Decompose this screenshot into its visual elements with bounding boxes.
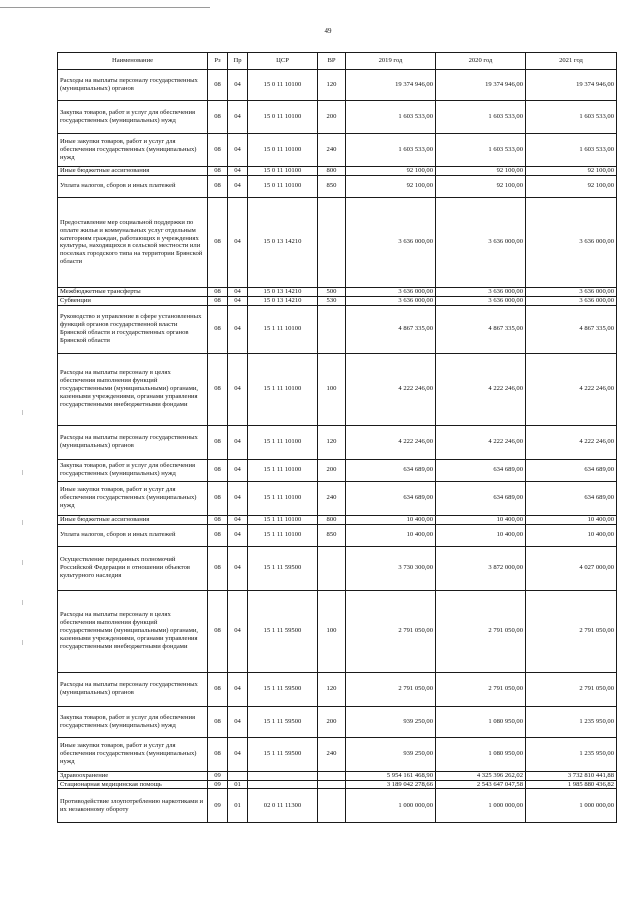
row-name-cell: Иные закупки товаров, работ и услуг для обеспечения государственных (муниципальных) нужд	[58, 134, 208, 167]
row-rz-cell: 08	[208, 197, 228, 287]
table-row	[58, 296, 617, 305]
row-vr-cell: 120	[318, 425, 346, 459]
header-rz: Рз	[208, 53, 228, 70]
budget-table	[57, 52, 617, 823]
table-row	[58, 706, 617, 737]
row-2021-cell: 1 603 533,00	[526, 134, 617, 167]
row-2021-cell: 1 603 533,00	[526, 101, 617, 134]
row-name-cell: Межбюджетные трансферты	[58, 287, 208, 296]
row-csr-cell: 15 1 11 10100	[248, 305, 318, 353]
row-2021-cell: 4 222 246,00	[526, 425, 617, 459]
scan-mark	[22, 600, 23, 605]
row-pr-cell: 04	[228, 167, 248, 176]
row-2020-cell: 1 603 533,00	[436, 101, 526, 134]
row-csr-cell: 15 1 11 10100	[248, 515, 318, 524]
row-vr-cell: 100	[318, 353, 346, 425]
row-csr-cell: 15 0 11 10100	[248, 134, 318, 167]
row-name-cell: Расходы на выплаты персоналу государственных (муниципальных) органов	[58, 425, 208, 459]
row-2021-cell: 634 689,00	[526, 459, 617, 481]
row-2020-cell: 3 872 000,00	[436, 546, 526, 590]
row-2020-cell: 10 400,00	[436, 515, 526, 524]
scan-mark	[22, 410, 23, 415]
row-2019-cell: 939 250,00	[346, 737, 436, 771]
row-2021-cell: 1 985 880 436,82	[526, 780, 617, 789]
row-vr-cell	[318, 780, 346, 789]
row-rz-cell: 08	[208, 706, 228, 737]
row-vr-cell: 120	[318, 70, 346, 101]
table-row	[58, 789, 617, 823]
row-2019-cell: 2 791 050,00	[346, 672, 436, 706]
row-name-cell: Уплата налогов, сборов и иных платежей	[58, 175, 208, 197]
row-pr-cell: 04	[228, 546, 248, 590]
row-2020-cell: 1 080 950,00	[436, 706, 526, 737]
row-2021-cell: 10 400,00	[526, 515, 617, 524]
row-rz-cell: 08	[208, 737, 228, 771]
row-csr-cell: 15 1 11 59500	[248, 590, 318, 672]
row-vr-cell: 530	[318, 296, 346, 305]
row-rz-cell: 08	[208, 481, 228, 515]
row-name-cell: Расходы на выплаты персоналу государственных (муниципальных) органов	[58, 70, 208, 101]
row-rz-cell: 08	[208, 175, 228, 197]
row-vr-cell: 200	[318, 459, 346, 481]
row-csr-cell: 15 1 11 59500	[248, 706, 318, 737]
row-2020-cell: 92 100,00	[436, 175, 526, 197]
row-name-cell: Закупка товаров, работ и услуг для обеспечения государственных (муниципальных) нужд	[58, 101, 208, 134]
row-name-cell: Стационарная медицинская помощь	[58, 780, 208, 789]
row-2019-cell: 1 603 533,00	[346, 134, 436, 167]
row-name-cell: Предоставление мер социальной поддержки по оплате жилья и коммунальных услуг отдельным категориям граждан, работающих в учреждениях культуры, находящихся в сельской местности или поселках городского типа на территории Брянской области	[58, 197, 208, 287]
row-name-cell: Здравоохранение	[58, 771, 208, 780]
row-pr-cell: 04	[228, 481, 248, 515]
row-2019-cell: 634 689,00	[346, 459, 436, 481]
row-name-cell: Руководство и управление в сфере установленных функций органов государственной власти Брянской области и государственных органов Брянской области	[58, 305, 208, 353]
row-rz-cell: 09	[208, 771, 228, 780]
row-pr-cell: 04	[228, 737, 248, 771]
row-rz-cell: 09	[208, 789, 228, 823]
row-2020-cell: 1 080 950,00	[436, 737, 526, 771]
row-rz-cell: 08	[208, 287, 228, 296]
row-csr-cell: 15 0 13 14210	[248, 296, 318, 305]
row-vr-cell: 200	[318, 706, 346, 737]
row-name-cell: Противодействие злоупотреблению наркотиками и их незаконному обороту	[58, 789, 208, 823]
row-pr-cell: 04	[228, 70, 248, 101]
table-row	[58, 481, 617, 515]
row-csr-cell: 15 1 11 59500	[248, 672, 318, 706]
row-vr-cell: 800	[318, 167, 346, 176]
row-rz-cell: 09	[208, 780, 228, 789]
table-row	[58, 101, 617, 134]
row-2019-cell: 92 100,00	[346, 167, 436, 176]
row-2020-cell: 2 791 050,00	[436, 590, 526, 672]
table-row	[58, 546, 617, 590]
row-name-cell: Осуществление переданных полномочий Российской Федерации в отношении объектов культурного наследия	[58, 546, 208, 590]
row-pr-cell: 01	[228, 780, 248, 789]
row-vr-cell: 240	[318, 737, 346, 771]
row-csr-cell: 15 1 11 10100	[248, 459, 318, 481]
row-2021-cell: 1 235 950,00	[526, 706, 617, 737]
row-2019-cell: 19 374 946,00	[346, 70, 436, 101]
table-row	[58, 167, 617, 176]
row-2019-cell: 10 400,00	[346, 524, 436, 546]
row-csr-cell: 15 0 11 10100	[248, 175, 318, 197]
row-2019-cell: 939 250,00	[346, 706, 436, 737]
row-2019-cell: 4 867 335,00	[346, 305, 436, 353]
row-pr-cell: 01	[228, 789, 248, 823]
row-2021-cell: 1 000 000,00	[526, 789, 617, 823]
row-rz-cell: 08	[208, 459, 228, 481]
row-rz-cell: 08	[208, 101, 228, 134]
row-csr-cell: 15 1 11 59500	[248, 546, 318, 590]
row-2020-cell: 4 867 335,00	[436, 305, 526, 353]
row-vr-cell: 850	[318, 524, 346, 546]
row-2020-cell: 4 222 246,00	[436, 353, 526, 425]
row-name-cell: Расходы на выплаты персоналу в целях обеспечения выполнения функций государственными (муниципальными) органами, казенными учреждениями, органами управления государственными внебюджетными фондами	[58, 353, 208, 425]
row-2020-cell: 1 603 533,00	[436, 134, 526, 167]
row-csr-cell: 15 1 11 10100	[248, 353, 318, 425]
row-name-cell: Иные бюджетные ассигнования	[58, 167, 208, 176]
row-2020-cell: 3 636 000,00	[436, 197, 526, 287]
table-body	[58, 70, 617, 823]
row-2020-cell: 2 543 647 047,58	[436, 780, 526, 789]
row-2019-cell: 4 222 246,00	[346, 353, 436, 425]
row-pr-cell: 04	[228, 524, 248, 546]
table-row	[58, 672, 617, 706]
row-2021-cell: 92 100,00	[526, 175, 617, 197]
row-2019-cell: 10 400,00	[346, 515, 436, 524]
row-csr-cell: 15 0 11 10100	[248, 167, 318, 176]
row-2020-cell: 3 636 000,00	[436, 287, 526, 296]
row-2019-cell: 3 636 000,00	[346, 287, 436, 296]
row-name-cell: Иные закупки товаров, работ и услуг для обеспечения государственных (муниципальных) нужд	[58, 737, 208, 771]
row-2021-cell: 3 732 810 441,88	[526, 771, 617, 780]
row-pr-cell: 04	[228, 305, 248, 353]
row-vr-cell	[318, 789, 346, 823]
header-name: Наименование	[58, 53, 208, 70]
row-rz-cell: 08	[208, 524, 228, 546]
row-2019-cell: 3 636 000,00	[346, 197, 436, 287]
page-number: 49	[324, 27, 332, 35]
table-row	[58, 175, 617, 197]
row-vr-cell: 240	[318, 134, 346, 167]
row-name-cell: Расходы на выплаты персоналу государственных (муниципальных) органов	[58, 672, 208, 706]
row-csr-cell	[248, 780, 318, 789]
row-csr-cell: 15 0 13 14210	[248, 287, 318, 296]
row-vr-cell: 120	[318, 672, 346, 706]
row-2021-cell: 3 636 000,00	[526, 197, 617, 287]
row-2020-cell: 3 636 000,00	[436, 296, 526, 305]
row-vr-cell: 850	[318, 175, 346, 197]
table-row	[58, 134, 617, 167]
row-vr-cell: 500	[318, 287, 346, 296]
scan-mark	[22, 520, 23, 525]
row-2019-cell: 3 730 300,00	[346, 546, 436, 590]
row-pr-cell: 04	[228, 459, 248, 481]
row-2020-cell: 4 325 396 262,02	[436, 771, 526, 780]
row-2021-cell: 634 689,00	[526, 481, 617, 515]
row-csr-cell: 15 1 11 10100	[248, 425, 318, 459]
row-pr-cell: 04	[228, 672, 248, 706]
row-pr-cell: 04	[228, 287, 248, 296]
table-row	[58, 425, 617, 459]
row-csr-cell: 15 1 11 10100	[248, 524, 318, 546]
row-pr-cell: 04	[228, 296, 248, 305]
row-2020-cell: 1 000 000,00	[436, 789, 526, 823]
row-rz-cell: 08	[208, 590, 228, 672]
row-2020-cell: 10 400,00	[436, 524, 526, 546]
table-row	[58, 197, 617, 287]
header-2021: 2021 год	[526, 53, 617, 70]
row-rz-cell: 08	[208, 296, 228, 305]
row-rz-cell: 08	[208, 134, 228, 167]
row-csr-cell: 15 1 11 59500	[248, 737, 318, 771]
table-row	[58, 524, 617, 546]
scan-mark	[22, 470, 23, 475]
table-row	[58, 515, 617, 524]
header-2020: 2020 год	[436, 53, 526, 70]
table-row	[58, 353, 617, 425]
row-rz-cell: 08	[208, 546, 228, 590]
row-2019-cell: 1 000 000,00	[346, 789, 436, 823]
header-vr: ВР	[318, 53, 346, 70]
row-2019-cell: 3 636 000,00	[346, 296, 436, 305]
header-2019: 2019 год	[346, 53, 436, 70]
row-name-cell: Иные бюджетные ассигнования	[58, 515, 208, 524]
top-rule	[0, 7, 210, 8]
row-2020-cell: 19 374 946,00	[436, 70, 526, 101]
row-pr-cell: 04	[228, 197, 248, 287]
header-csr: ЦСР	[248, 53, 318, 70]
row-csr-cell	[248, 771, 318, 780]
row-2021-cell: 4 222 246,00	[526, 353, 617, 425]
row-2021-cell: 1 235 950,00	[526, 737, 617, 771]
row-csr-cell: 02 0 11 11300	[248, 789, 318, 823]
row-vr-cell: 800	[318, 515, 346, 524]
row-name-cell: Закупка товаров, работ и услуг для обеспечения государственных (муниципальных) нужд	[58, 459, 208, 481]
row-name-cell: Уплата налогов, сборов и иных платежей	[58, 524, 208, 546]
row-pr-cell: 04	[228, 515, 248, 524]
row-2019-cell: 2 791 050,00	[346, 590, 436, 672]
row-vr-cell: 100	[318, 590, 346, 672]
row-2021-cell: 2 791 050,00	[526, 672, 617, 706]
table-row	[58, 287, 617, 296]
row-rz-cell: 08	[208, 70, 228, 101]
row-2019-cell: 634 689,00	[346, 481, 436, 515]
row-rz-cell: 08	[208, 425, 228, 459]
row-name-cell: Субвенции	[58, 296, 208, 305]
row-csr-cell: 15 1 11 10100	[248, 481, 318, 515]
row-rz-cell: 08	[208, 353, 228, 425]
row-2019-cell: 3 189 042 278,66	[346, 780, 436, 789]
row-rz-cell: 08	[208, 672, 228, 706]
row-vr-cell: 200	[318, 101, 346, 134]
row-2021-cell: 3 636 000,00	[526, 287, 617, 296]
row-2019-cell: 1 603 533,00	[346, 101, 436, 134]
row-pr-cell	[228, 771, 248, 780]
header-row	[58, 53, 617, 70]
header-pr: Пр	[228, 53, 248, 70]
row-2020-cell: 634 689,00	[436, 459, 526, 481]
row-2021-cell: 19 374 946,00	[526, 70, 617, 101]
row-pr-cell: 04	[228, 101, 248, 134]
row-vr-cell	[318, 771, 346, 780]
row-rz-cell: 08	[208, 515, 228, 524]
table-row	[58, 459, 617, 481]
row-2020-cell: 2 791 050,00	[436, 672, 526, 706]
row-name-cell: Иные закупки товаров, работ и услуг для обеспечения государственных (муниципальных) нужд	[58, 481, 208, 515]
row-vr-cell	[318, 197, 346, 287]
row-2019-cell: 5 954 161 468,90	[346, 771, 436, 780]
scan-mark	[22, 560, 23, 565]
table-row	[58, 771, 617, 780]
row-rz-cell: 08	[208, 305, 228, 353]
row-csr-cell: 15 0 13 14210	[248, 197, 318, 287]
table-row	[58, 70, 617, 101]
row-2021-cell: 3 636 000,00	[526, 296, 617, 305]
row-vr-cell	[318, 305, 346, 353]
table-row	[58, 590, 617, 672]
row-rz-cell: 08	[208, 167, 228, 176]
row-csr-cell: 15 0 11 10100	[248, 101, 318, 134]
row-pr-cell: 04	[228, 590, 248, 672]
row-2021-cell: 92 100,00	[526, 167, 617, 176]
row-pr-cell: 04	[228, 134, 248, 167]
table-row	[58, 780, 617, 789]
row-pr-cell: 04	[228, 425, 248, 459]
row-2021-cell: 4 867 335,00	[526, 305, 617, 353]
row-name-cell: Закупка товаров, работ и услуг для обеспечения государственных (муниципальных) нужд	[58, 706, 208, 737]
row-2020-cell: 634 689,00	[436, 481, 526, 515]
row-vr-cell: 240	[318, 481, 346, 515]
row-2020-cell: 4 222 246,00	[436, 425, 526, 459]
row-2021-cell: 2 791 050,00	[526, 590, 617, 672]
scan-mark	[22, 640, 23, 645]
row-2020-cell: 92 100,00	[436, 167, 526, 176]
table-row	[58, 737, 617, 771]
row-csr-cell: 15 0 11 10100	[248, 70, 318, 101]
row-2019-cell: 4 222 246,00	[346, 425, 436, 459]
row-vr-cell	[318, 546, 346, 590]
table-row	[58, 305, 617, 353]
row-pr-cell: 04	[228, 706, 248, 737]
row-name-cell: Расходы на выплаты персоналу в целях обеспечения выполнения функций государственными (муниципальными) органами, казенными учреждениями, органами управления государственными внебюджетными фондами	[58, 590, 208, 672]
row-2021-cell: 10 400,00	[526, 524, 617, 546]
row-pr-cell: 04	[228, 175, 248, 197]
row-2021-cell: 4 027 000,00	[526, 546, 617, 590]
row-pr-cell: 04	[228, 353, 248, 425]
row-2019-cell: 92 100,00	[346, 175, 436, 197]
